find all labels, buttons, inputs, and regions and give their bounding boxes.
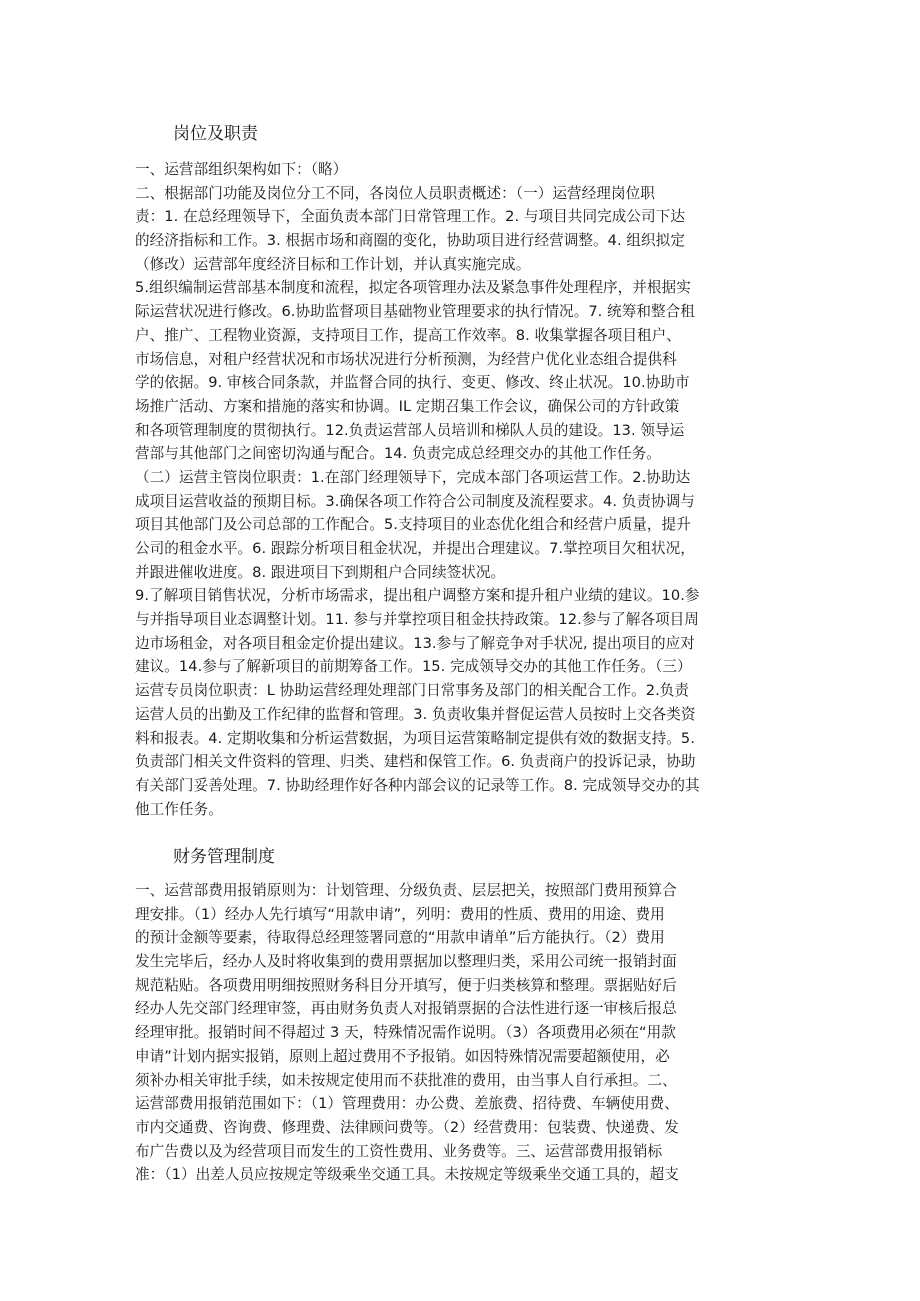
text-line: 准：（1）出差人员应按规定等级乘坐交通工具。未按规定等级乘坐交通工具的，超支 [135, 1166, 679, 1184]
text-line: 市内交通费、咨询费、修理费、法律顾问费等。（2）经营费用：包装费、快递费、发 [135, 1118, 679, 1136]
section-heading-duties: 岗位及职责 [173, 124, 258, 144]
text-line: 并跟进催收进度。8. 跟进项目下到期租户合同续签状况。 [135, 563, 506, 581]
text-line: （修改）运营部年度经济目标和工作计划，并认真实施完成。 [135, 255, 531, 273]
text-line: 二、根据部门功能及岗位分工不同，各岗位人员职责概述：（一）运营经理岗位职 [135, 184, 655, 202]
text-line: 学的依据。9. 审核合同条款，并监督合同的执行、变更、修改、终止状况。10.协助市 [135, 374, 690, 392]
text-line: 的预计金额等要素，待取得总经理签署同意的“用款申请单”后方能执行。（2）费用 [135, 929, 665, 947]
text-line: 责：1. 在总经理领导下，全面负责本部门日常管理工作。2. 与项目共同完成公司下达 [135, 208, 685, 226]
text-line: 理安排。（1）经办人先行填写“用款申请”，列明：费用的性质、费用的用途、费用 [135, 905, 665, 923]
text-line: 场推广活动、方案和措施的落实和协调。IL 定期召集工作会议，确保公司的方针政策 [135, 397, 680, 415]
text-line: 规范粘贴。各项费用明细按照财务科目分开填写，便于归类核算和整理。票据贴好后 [135, 976, 677, 994]
text-line: 经办人先交部门经理审签，再由财务负责人对报销票据的合法性进行逐一审核后报总 [135, 1000, 677, 1018]
text-line: 布广告费以及为经营项目而发生的工资性费用、业务费等。三、运营部费用报销标 [135, 1142, 663, 1160]
text-line: 有关部门妥善处理。7. 协助经理作好各种内部会议的记录等工作。8. 完成领导交办的其 [135, 776, 700, 794]
text-line: 经理审批。报销时间不得超过 3 天，特殊情况需作说明。（3）各项费用必须在“用款 [135, 1024, 676, 1042]
text-line: 一、运营部组织架构如下：（略） [135, 161, 348, 178]
text-line: 运营专员岗位职责：L 协助运营经理处理部门日常事务及部门的相关配合工作。2.负责 [135, 682, 690, 700]
text-line: 营部与其他部门之间密切沟通与配合。14. 负责完成总经理交办的其他工作任务。 [135, 445, 661, 463]
text-line: 运营人员的出勤及工作纪律的监督和管理。3. 负责收集并督促运营人员按时上交各类资 [135, 705, 696, 723]
text-line: 的经济指标和工作。3. 根据市场和商圈的变化，协助项目进行经营调整。4. 组织拟定 [135, 232, 685, 250]
text-line: 9.了解项目销售状况，分析市场需求，提出租户调整方案和提升租户业绩的建议。10.参 [135, 587, 700, 605]
text-line: 申请”计划内据实报销，原则上超过费用不予报销。如因特殊情况需要超额使用，必 [135, 1047, 670, 1065]
text-line: 与并指导项目业态调整计划。11. 参与并掌控项目租金扶持政策。12.参与了解各项目周 [135, 611, 699, 629]
text-line: （二）运营主管岗位职责：1.在部门经理领导下，完成本部门各项运营工作。2.协助达 [135, 468, 691, 486]
text-line: 发生完毕后，经办人及时将收集到的费用票据加以整理归类，采用公司统一报销封面 [135, 953, 677, 971]
text-line: 项目其他部门及公司总部的工作配合。5.支持项目的业态优化组合和经营户质量，提升 [135, 516, 691, 534]
text-line: 成项目运营收益的预期目标。3.确保各项工作符合公司制度及流程要求。4. 负责协调与 [135, 492, 695, 510]
text-line: 公司的租金水平。6. 跟踪分析项目租金状况，并提出合理建议。7.掌控项目欠租状况， [135, 540, 695, 557]
text-line: 市场信息，对租户经营状况和市场状况进行分析预测，为经营户优化业态组合提供科 [135, 350, 677, 368]
text-line: 运营部费用报销范围如下：（1）管理费用：办公费、差旅费、招待费、车辆使用费、 [135, 1095, 679, 1113]
text-line: 他工作任务。 [135, 800, 223, 818]
section-heading-finance: 财务管理制度 [173, 847, 275, 867]
text-line: 和各项管理制度的贯彻执行。12.负责运营部人员培训和梯队人员的建设。13. 领导运 [135, 421, 685, 439]
text-line: 户、推广、工程物业资源，支持项目工作，提高工作效率。8. 收集掌握各项目租户、 [135, 326, 681, 344]
text-line: 料和报表。4. 定期收集和分析运营数据，为项目运营策略制定提供有效的数据支持。5. [135, 729, 695, 747]
section-body-duties [135, 158, 795, 821]
text-line: 须补办相关审批手续，如未按规定使用而不获批准的费用，由当事人自行承担。二、 [135, 1071, 677, 1089]
text-line: 5.组织编制运营部基本制度和流程，拟定各项管理办法及紧急事件处理程序，并根据实 [135, 279, 691, 297]
text-line: 边市场租金，对各项目租金定价提出建议。13.参与了解竞争对手状况, 提出项目的应对 [135, 634, 695, 652]
text-line: 际运营状况进行修改。6.协助监督项目基础物业管理要求的执行情况。7. 统筹和整合租 [135, 303, 695, 321]
text-line: 负责部门相关文件资料的管理、归类、建档和保管工作。6. 负责商户的投诉记录，协助 [135, 753, 696, 771]
text-line: 建议。14.参与了解新项目的前期筹备工作。15. 完成领导交办的其他工作任务。（三） [135, 658, 692, 676]
section-body-finance [135, 879, 795, 1187]
text-line: 一、运营部费用报销原则为：计划管理、分级负责、层层把关，按照部门费用预算合 [135, 882, 677, 899]
